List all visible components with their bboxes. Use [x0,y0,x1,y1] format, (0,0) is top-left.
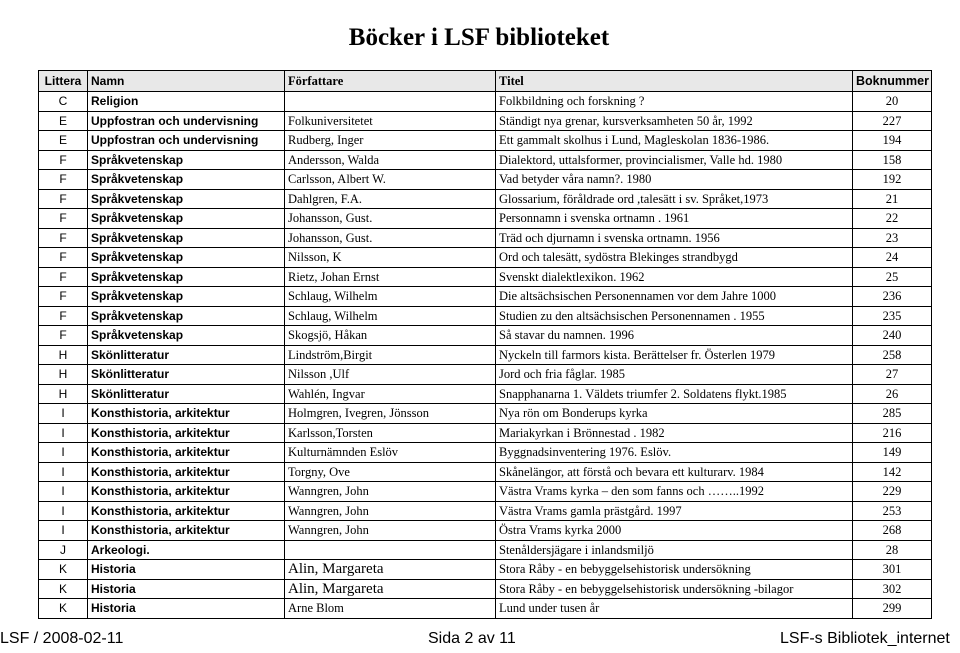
table-row [39,560,932,580]
cell-forfattare: Skogsjö, Håkan [285,326,496,346]
cell-forfattare: Andersson, Walda [285,150,496,170]
cell-forfattare: Holmgren, Ivegren, Jönsson [285,404,496,424]
cell-littera: F [39,306,88,326]
cell-littera: F [39,170,88,190]
cell-littera: I [39,521,88,541]
cell-boknummer: 192 [853,170,932,190]
cell-namn: Språkvetenskap [88,267,285,287]
cell-littera: K [39,599,88,619]
table-row [39,170,932,190]
cell-littera: K [39,579,88,599]
table-row [39,384,932,404]
table-row [39,540,932,560]
cell-namn: Språkvetenskap [88,326,285,346]
table-row [39,228,932,248]
cell-titel: Ord och talesätt, sydöstra Blekinges strandbygd [496,248,853,268]
cell-littera: I [39,423,88,443]
cell-forfattare [285,92,496,112]
cell-littera: H [39,345,88,365]
cell-boknummer: 149 [853,443,932,463]
table-row [39,501,932,521]
cell-littera: I [39,404,88,424]
table-row [39,189,932,209]
table-row [39,404,932,424]
column-header-boknummer: Boknummer [853,71,932,92]
table-row [39,326,932,346]
cell-namn: Arkeologi. [88,540,285,560]
table-row [39,345,932,365]
cell-boknummer: 285 [853,404,932,424]
footer-center: Sida 2 av 11 [428,630,516,647]
cell-titel: Studien zu den altsächsischen Personennamen . 1955 [496,306,853,326]
table-row [39,579,932,599]
table-row [39,248,932,268]
cell-littera: H [39,384,88,404]
cell-boknummer: 301 [853,560,932,580]
cell-titel: Die altsächsischen Personennamen vor dem Jahre 1000 [496,287,853,307]
page-title: Böcker i LSF biblioteket [348,24,610,51]
cell-littera: J [39,540,88,560]
title-band [38,4,920,68]
cell-namn: Historia [88,599,285,619]
cell-forfattare: Nilsson, K [285,248,496,268]
cell-titel: Stenåldersjägare i inlandsmiljö [496,540,853,560]
cell-littera: F [39,228,88,248]
cell-boknummer: 194 [853,131,932,151]
table-row [39,267,932,287]
column-header-forfattare: Författare [285,71,496,92]
cell-namn: Språkvetenskap [88,287,285,307]
table-row [39,443,932,463]
table-row [39,521,932,541]
cell-forfattare: Karlsson,Torsten [285,423,496,443]
cell-forfattare [285,540,496,560]
cell-titel: Ständigt nya grenar, kursverksamheten 50 år, 1992 [496,111,853,131]
cell-forfattare: Wanngren, John [285,501,496,521]
cell-titel: Vad betyder våra namn?. 1980 [496,170,853,190]
cell-littera: C [39,92,88,112]
cell-titel: Mariakyrkan i Brönnestad . 1982 [496,423,853,443]
cell-titel: Lund under tusen år [496,599,853,619]
cell-boknummer: 240 [853,326,932,346]
cell-boknummer: 23 [853,228,932,248]
cell-littera: I [39,501,88,521]
cell-boknummer: 27 [853,365,932,385]
cell-forfattare: Wahlén, Ingvar [285,384,496,404]
cell-boknummer: 299 [853,599,932,619]
table-row [39,306,932,326]
cell-littera: F [39,287,88,307]
table-row [39,599,932,619]
cell-forfattare: Rietz, Johan Ernst [285,267,496,287]
cell-namn: Språkvetenskap [88,248,285,268]
cell-littera: I [39,482,88,502]
cell-forfattare: Schlaug, Wilhelm [285,287,496,307]
cell-namn: Uppfostran och undervisning [88,111,285,131]
cell-namn: Konsthistoria, arkitektur [88,404,285,424]
cell-boknummer: 302 [853,579,932,599]
cell-titel: Svenskt dialektlexikon. 1962 [496,267,853,287]
cell-littera: F [39,267,88,287]
column-header-titel: Titel [496,71,853,92]
cell-titel: Glossarium, föråldrade ord ,talesätt i sv. Språket,1973 [496,189,853,209]
table-row [39,131,932,151]
cell-littera: H [39,365,88,385]
cell-namn: Språkvetenskap [88,170,285,190]
cell-namn: Konsthistoria, arkitektur [88,482,285,502]
cell-titel: Så stavar du namnen. 1996 [496,326,853,346]
cell-littera: F [39,248,88,268]
column-header-littera: Littera [39,71,88,92]
cell-littera: F [39,326,88,346]
cell-namn: Historia [88,579,285,599]
table-row [39,111,932,131]
cell-titel: Stora Råby - en bebyggelsehistorisk undersökning -bilagor [496,579,853,599]
cell-titel: Jord och fria fåglar. 1985 [496,365,853,385]
cell-namn: Språkvetenskap [88,189,285,209]
cell-forfattare: Rudberg, Inger [285,131,496,151]
table-row [39,482,932,502]
cell-namn: Konsthistoria, arkitektur [88,462,285,482]
cell-forfattare: Kulturnämnden Eslöv [285,443,496,463]
cell-forfattare: Alin, Margareta [285,560,496,580]
cell-boknummer: 258 [853,345,932,365]
table-row [39,92,932,112]
cell-littera: F [39,150,88,170]
cell-forfattare: Lindström,Birgit [285,345,496,365]
cell-namn: Språkvetenskap [88,306,285,326]
cell-boknummer: 25 [853,267,932,287]
cell-titel: Stora Råby - en bebyggelsehistorisk undersökning [496,560,853,580]
cell-boknummer: 216 [853,423,932,443]
table-row [39,209,932,229]
cell-namn: Skönlitteratur [88,384,285,404]
cell-forfattare: Dahlgren, F.A. [285,189,496,209]
cell-littera: K [39,560,88,580]
cell-titel: Träd och djurnamn i svenska ortnamn. 1956 [496,228,853,248]
cell-namn: Konsthistoria, arkitektur [88,443,285,463]
cell-forfattare: Johansson, Gust. [285,228,496,248]
cell-titel: Dialektord, uttalsformer, provincialismer, Valle hd. 1980 [496,150,853,170]
cell-titel: Nyckeln till farmors kista. Berättelser fr. Österlen 1979 [496,345,853,365]
book-table [38,70,932,619]
table-body [39,92,932,619]
cell-namn: Språkvetenskap [88,228,285,248]
cell-forfattare: Folkuniversitetet [285,111,496,131]
cell-boknummer: 22 [853,209,932,229]
cell-titel: Nya rön om Bonderups kyrka [496,404,853,424]
cell-boknummer: 24 [853,248,932,268]
cell-namn: Konsthistoria, arkitektur [88,423,285,443]
cell-titel: Byggnadsinventering 1976. Eslöv. [496,443,853,463]
cell-boknummer: 26 [853,384,932,404]
cell-namn: Historia [88,560,285,580]
cell-namn: Uppfostran och undervisning [88,131,285,151]
table-header-row [39,71,932,92]
cell-boknummer: 28 [853,540,932,560]
cell-namn: Konsthistoria, arkitektur [88,521,285,541]
cell-boknummer: 229 [853,482,932,502]
footer-left: LSF / 2008-02-11 [0,630,124,647]
cell-namn: Skönlitteratur [88,365,285,385]
cell-titel: Östra Vrams kyrka 2000 [496,521,853,541]
column-header-namn: Namn [88,71,285,92]
cell-littera: I [39,443,88,463]
cell-boknummer: 235 [853,306,932,326]
cell-titel: Snapphanarna 1. Väldets triumfer 2. Soldatens flykt.1985 [496,384,853,404]
table-row [39,150,932,170]
cell-namn: Språkvetenskap [88,209,285,229]
table-row [39,365,932,385]
cell-littera: F [39,209,88,229]
cell-boknummer: 158 [853,150,932,170]
cell-titel: Västra Vrams kyrka – den som fanns och ……..1992 [496,482,853,502]
cell-boknummer: 227 [853,111,932,131]
cell-forfattare: Arne Blom [285,599,496,619]
cell-littera: E [39,111,88,131]
cell-namn: Religion [88,92,285,112]
cell-boknummer: 253 [853,501,932,521]
cell-forfattare: Johansson, Gust. [285,209,496,229]
table-row [39,287,932,307]
document-sheet [38,4,929,616]
cell-namn: Språkvetenskap [88,150,285,170]
cell-forfattare: Wanngren, John [285,521,496,541]
cell-boknummer: 21 [853,189,932,209]
cell-boknummer: 20 [853,92,932,112]
cell-littera: E [39,131,88,151]
table-row [39,423,932,443]
cell-littera: I [39,462,88,482]
cell-titel: Ett gammalt skolhus i Lund, Magleskolan 1836-1986. [496,131,853,151]
cell-littera: F [39,189,88,209]
footer-right: LSF-s Bibliotek_internet [780,630,950,647]
cell-boknummer: 236 [853,287,932,307]
cell-titel: Personnamn i svenska ortnamn . 1961 [496,209,853,229]
cell-boknummer: 268 [853,521,932,541]
cell-boknummer: 142 [853,462,932,482]
cell-forfattare: Nilsson ,Ulf [285,365,496,385]
table-row [39,462,932,482]
cell-namn: Konsthistoria, arkitektur [88,501,285,521]
cell-titel: Västra Vrams gamla prästgård. 1997 [496,501,853,521]
cell-forfattare: Torgny, Ove [285,462,496,482]
cell-forfattare: Carlsson, Albert W. [285,170,496,190]
cell-forfattare: Alin, Margareta [285,579,496,599]
cell-titel: Folkbildning och forskning ? [496,92,853,112]
cell-forfattare: Wanngren, John [285,482,496,502]
cell-titel: Skånelängor, att förstå och bevara ett kulturarv. 1984 [496,462,853,482]
cell-forfattare: Schlaug, Wilhelm [285,306,496,326]
cell-namn: Skönlitteratur [88,345,285,365]
